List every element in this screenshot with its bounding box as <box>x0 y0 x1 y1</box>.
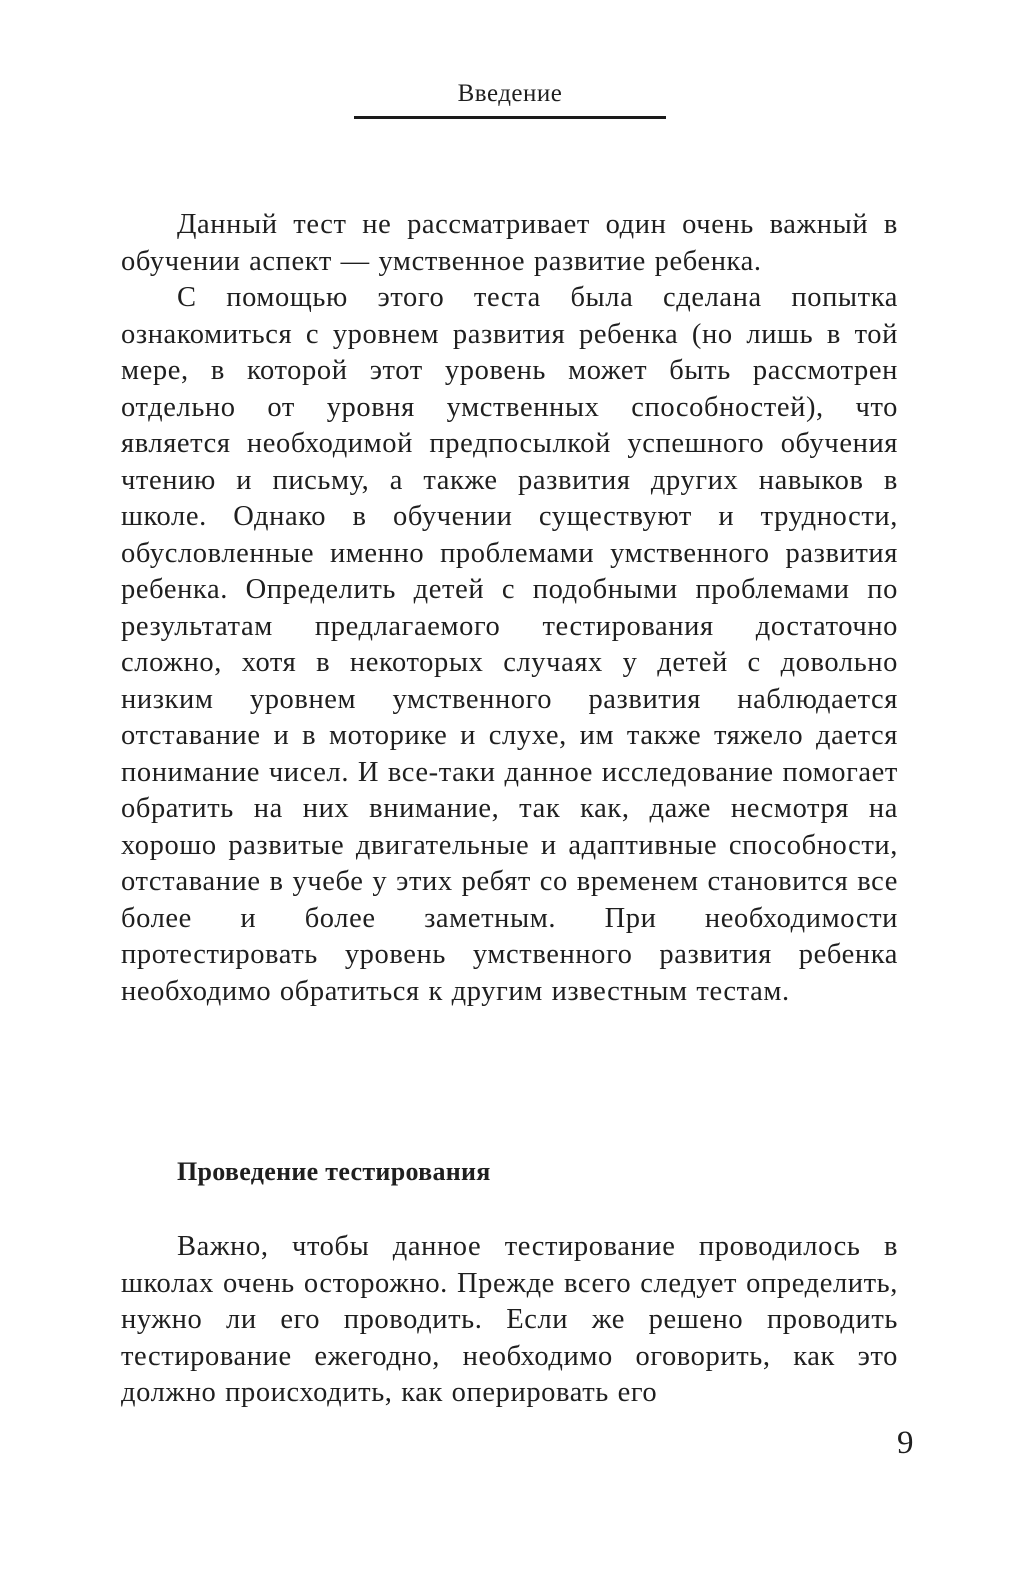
section-text-block <box>121 1229 898 1412</box>
paragraph-2: С помощью этого теста была сделана попытка ознакомиться с уровнем развития ребенка (но лишь в той мере, в которой этот уровень может быть рассмотрен отдельно от уровня умственных способностей), что является необходимой предпосылкой успешного обучения чтению и письму, а также развития других навыков в школе. Однако в обучении существуют и трудности, обусловленные именно проблемами умственного развития ребенка. Определить детей с подобными проблемами по результатам предлагаемого тестирования достаточно сложно, хотя в некоторых случаях у детей с довольно низким уровнем умственного развития наблюдается отставание и в моторике и слухе, им также тяжело дается понимание чисел. И все-таки данное исследование помогает обратить на них внимание, так как, даже несмотря на хорошо развитые двигательные и адаптивные способности, отставание в учебе у этих ребят со временем становится все более и более заметным. При необходимости протестировать уровень умственного развития ребенка необходимо обратиться к другим известным тестам. <box>121 282 898 1007</box>
section-heading: Проведение тестирования <box>177 1157 491 1186</box>
intro-text-block <box>121 207 898 1010</box>
section-paragraph: Важно, чтобы данное тестирование проводилось в школах очень осторожно. Прежде всего следует определить, нужно ли его проводить. Если же решено проводить тестирование ежегодно, необходимо оговорить, как это должно происходить, как оперировать его <box>121 1231 898 1408</box>
page-number: 9 <box>897 1425 914 1461</box>
running-head <box>354 78 666 119</box>
running-head-title: Введение <box>457 80 563 107</box>
running-head-rule <box>354 116 666 119</box>
paragraph-1: Данный тест не рассматривает один очень важный в обучении аспект — умственное развитие ребенка. <box>121 209 898 277</box>
